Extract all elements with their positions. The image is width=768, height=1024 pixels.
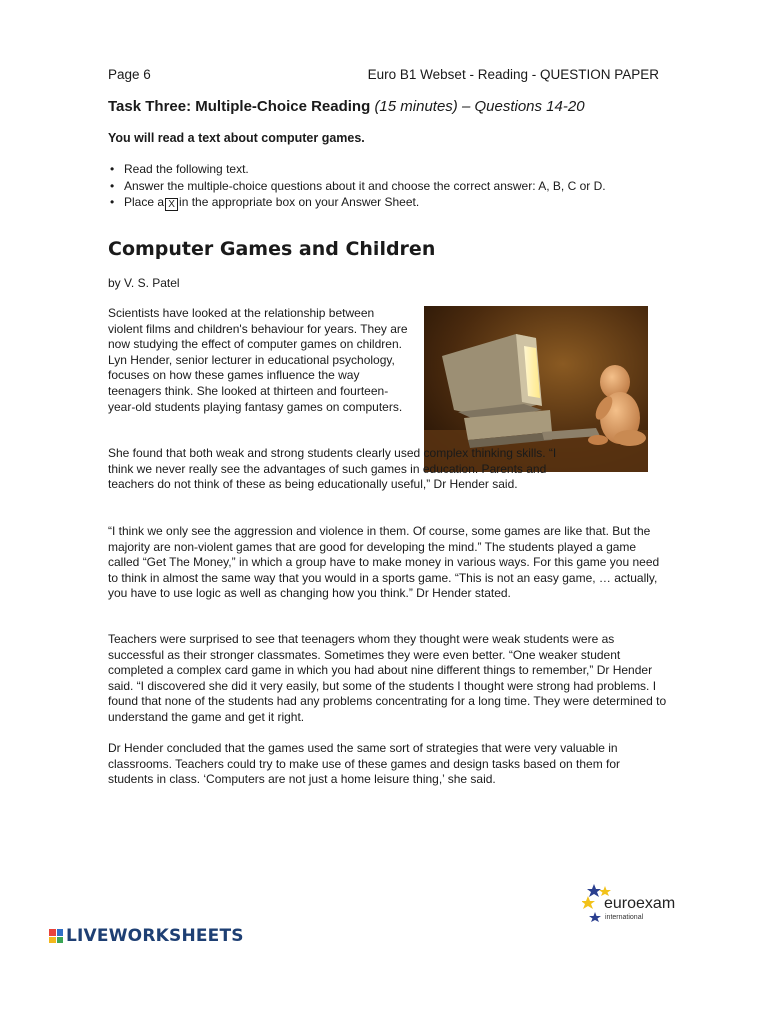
article-paragraph: She found that both weak and strong students clearly used complex thinking skills. “I think we never really see the advantages of such games in education. Parents and teachers do not think of these as being educationally useful,” Dr Hender said. (108, 446, 557, 492)
euroexam-name: euroexam (604, 895, 676, 912)
page-number: Page 6 (108, 67, 151, 82)
euroexam-subtitle: international (605, 914, 644, 921)
instruction-item: • Read the following text. (108, 161, 606, 178)
article-paragraph: Dr Hender concluded that the games used the same sort of strategies that were very valuable in classrooms. Teachers could try to make use of these games and design tasks based on them for students in class. ‘Computers are not just a home leisure thing,’ she said. (108, 741, 621, 787)
paper-title: Euro B1 Webset - Reading - QUESTION PAPER (367, 67, 659, 82)
article-paragraph: “I think we only see the aggression and violence in them. Of course, some games are like that. But the majority are non-violent games that are good for developing the mind.” The students played a game called “Get The Money,” in which a group have to make money in various ways. For this game you need to think in almost the same way that you would in a sports game. “This is not an easy game, … actually, you have to use logic as well as changing how you think.” Dr Hender stated. (108, 524, 660, 601)
liveworksheets-text: LIVEWORKSHEETS (66, 926, 244, 946)
instruction-text: Place a (124, 195, 165, 209)
article-title: Computer Games and Children (108, 238, 436, 260)
task-subtitle: (15 minutes) – Questions 14-20 (374, 98, 585, 115)
article-paragraph: Scientists have looked at the relationship between violent films and children's behaviour for years. They are now studying the effect of computer games on children. Lyn Hender, senior lecturer in educational psychology, focuses on how these games influence the way teenagers think. She looked at thirteen and fourteen-year-old students playing fantasy games on computers. (108, 306, 408, 414)
task-intro: You will read a text about computer games. (108, 131, 365, 145)
instruction-item (108, 194, 606, 211)
instruction-item: • Answer the multiple-choice questions about it and choose the correct answer: A, B, C or D. (108, 178, 606, 195)
article-paragraph: Teachers were surprised to see that teenagers whom they thought were weak students were as successful as their stronger classmates. Sometimes they were even better. “One weaker student completed a complex card game in which you had about nine different things to remember,” Dr Hender said. “I discovered she did it very easily, but some of the students I thought were strong had problems. I found that none of the students had any problems concentrating for a long time. They were determined to understand the game and get it right. (108, 632, 667, 724)
task-title: Task Three: Multiple-Choice Reading (108, 98, 371, 115)
instruction-list (108, 161, 606, 211)
instruction-text: in the appropriate box on your Answer Sheet. (179, 195, 420, 209)
liveworksheets-logo[interactable] (49, 926, 244, 946)
article-byline: by V. S. Patel (108, 276, 180, 290)
task-heading (108, 98, 585, 115)
x-box-icon: X (165, 198, 178, 211)
liveworksheets-mark-icon (49, 929, 63, 943)
